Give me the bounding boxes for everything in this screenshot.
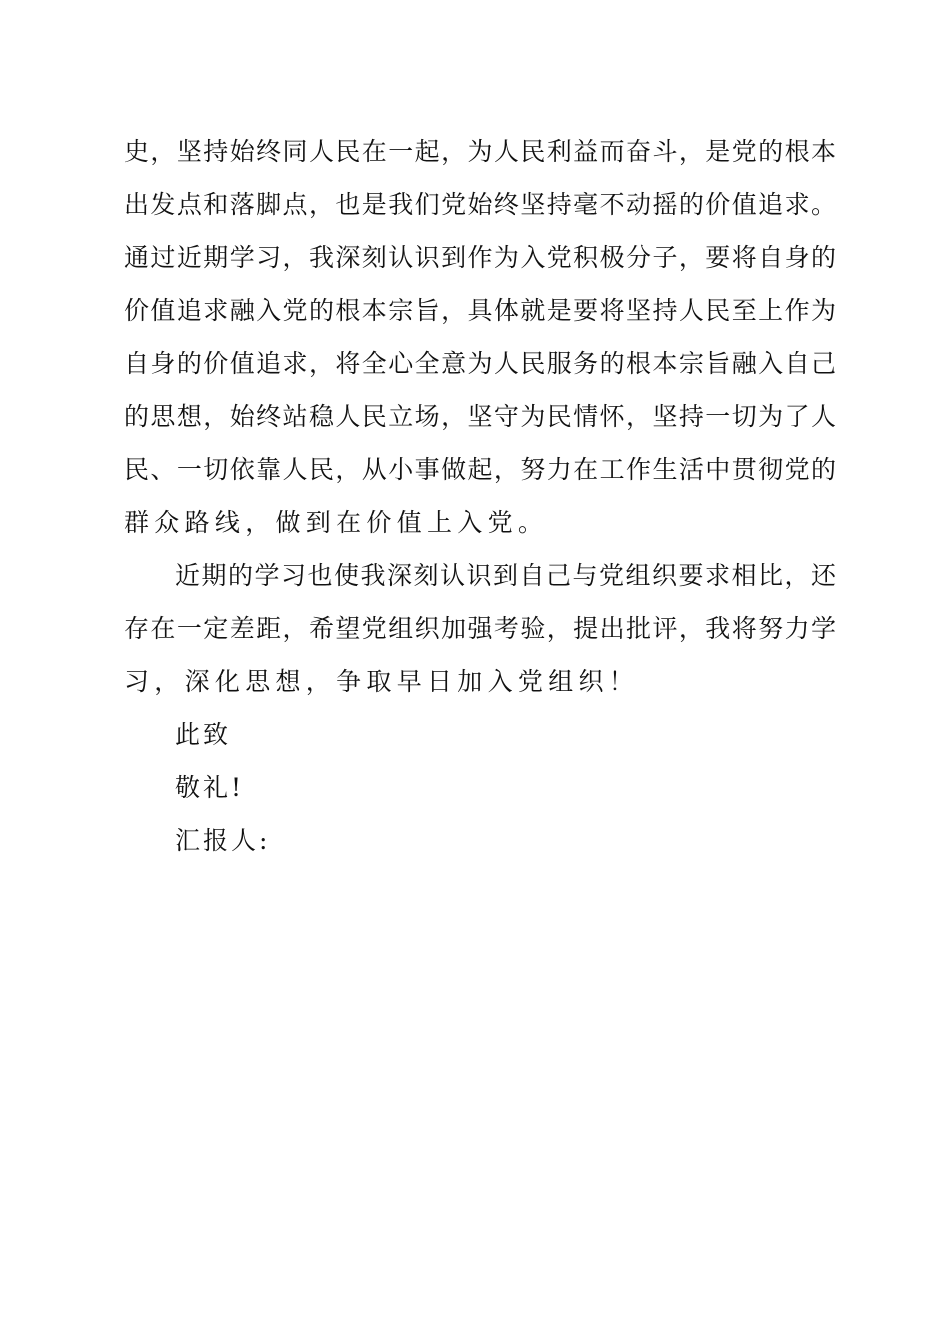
paragraph-line: 民、一切依靠人民，从小事做起，努力在工作生活中贯彻党的 [124,455,836,484]
paragraph-line: 的思想，始终站稳人民立场，坚守为民情怀，坚持一切为了人 [124,402,836,431]
paragraph-line: 出发点和落脚点，也是我们党始终坚持毫不动摇的价值追求。 [124,190,836,219]
paragraph-line: 史，坚持始终同人民在一起，为人民利益而奋斗，是党的根本 [124,137,836,166]
paragraph-line: 习，深化思想，争取早日加入党组织！ [124,667,640,696]
paragraph-line: 自身的价值追求，将全心全意为人民服务的根本宗旨融入自己 [124,349,836,378]
paragraph-line: 价值追求融入党的根本宗旨，具体就是要将坚持人民至上作为 [124,296,836,325]
paragraph-line: 通过近期学习，我深刻认识到作为入党积极分子，要将自身的 [124,243,836,272]
reporter-label: 汇报人: [175,826,271,855]
paragraph-line-indented: 近期的学习也使我深刻认识到自己与党组织要求相比，还 [175,561,836,590]
paragraph-line: 群众路线，做到在价值上入党。 [124,508,549,537]
closing-salutation-2: 敬礼! [175,773,245,802]
closing-salutation-1: 此致 [175,720,232,749]
paragraph-line: 存在一定差距，希望党组织加强考验，提出批评，我将努力学 [124,614,836,643]
